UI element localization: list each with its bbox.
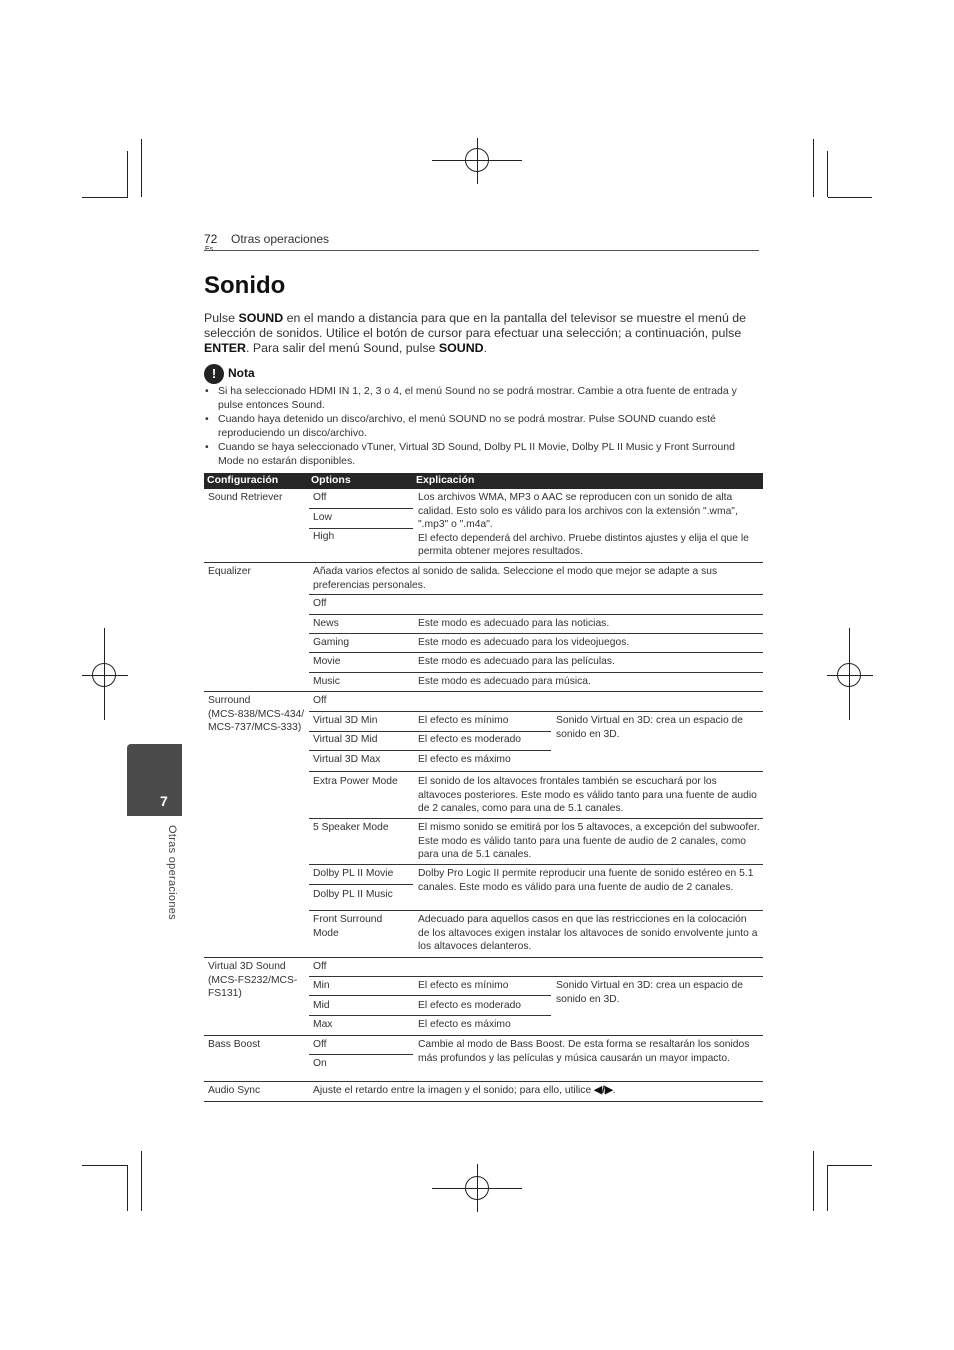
row-rule [204,691,763,692]
intro-paragraph: Pulse SOUND en el mando a distancia para que en la pantalla del televisor se muestre el menú de selección de sonidos. Utilice el botón de cursor para efectuar una selección; a continuación, pulse ENTER. Para salir del menú Sound, pulse SOUND. [204,311,747,356]
eq-explanation: Este modo es adecuado para música. [418,676,591,687]
surround-option: Dolby PL II Music [313,889,393,900]
row-rule [204,1101,763,1102]
surround-option: Front Surround Mode [313,914,383,939]
sound-retriever-explanation: Los archivos WMA, MP3 o AAC se reproducen con un sonido de alta calidad. Esto solo es válido para los archivos con la extensión ".wma", ".mp3" o ".m4a". El efecto dependerá del archivo. Pruebe distintos ajustes y elija el que le permita obtener mejores resultados. [418,492,749,557]
surround-explanation: Dolby Pro Logic II permite reproducir una fuente de sonido estéreo en 5.1 canales. Este modo es válido para una fuente de audio de 2 canales. [418,868,754,893]
bass-explanation: Cambie al modo de Bass Boost. De esta forma se resaltarán los sonidos más profundos y las películas y música causarán un mayor impacto. [418,1039,750,1064]
row-rule [309,910,763,911]
page-title: Sonido [204,272,286,299]
row-rule [204,562,763,563]
row-rule [309,711,763,712]
surround-explanation: El efecto es máximo [418,754,511,765]
row-rule [309,528,413,529]
virtual-3d-note: Sonido Virtual en 3D: crea un espacio de sonido en 3D. [556,715,743,740]
bass-option: On [313,1058,327,1069]
col-config: Configuración [207,474,279,486]
note-item: • Cuando haya detenido un disco/archivo, el menú SOUND no se podrá mostrar. Pulse SOUND cuando esté reproduciendo un disco/archivo. [204,413,764,440]
page-number: 72 [204,232,218,246]
note-item: • Cuando se haya seleccionado vTuner, Virtual 3D Sound, Dolby PL II Movie, Dolby PL II Music y Front Surround Mode no estarán disponibles. [204,441,764,468]
surround-explanation: Adecuado para aquellos casos en que las restricciones en la colocación de los altavoces exigen instalar los altavoces de sonido envolvente junto a los altavoces delanteros. [418,914,758,952]
section-header: Otras operaciones [231,232,330,246]
option-off: Off [313,492,327,503]
virtual3d-option: Max [313,1019,333,1030]
eq-option: Music [313,676,340,687]
row-rule [309,864,763,865]
chapter-number: 7 [160,793,168,809]
note-list [204,385,764,470]
eq-option: News [313,618,339,629]
option-high: High [313,531,335,542]
chapter-label: Otras operaciones [166,825,178,920]
virtual-3d-note: Sonido Virtual en 3D: crea un espacio de sonido en 3D. [556,980,743,1005]
enter-key: ENTER [204,341,246,356]
surround-off: Off [313,695,327,706]
sound-settings-table [204,473,763,1101]
row-rule [309,1054,413,1055]
row-rule [309,614,763,615]
equalizer-intro: Añada varios efectos al sonido de salida. Seleccione el modo que mejor se adapte a sus preferencias personales. [313,566,718,591]
note-item: • Si ha seleccionado HDMI IN 1, 2, 3 o 4, el menú Sound no se podrá mostrar. Cambie a otra fuente de entrada y pulse entonces Sound. [204,385,764,412]
chapter-tab [127,744,182,816]
row-rule [309,731,551,732]
row-rule [309,818,763,819]
row-label-virtual-3d-sound: Virtual 3D Sound (MCS-FS232/MCS- FS131) [208,961,298,999]
eq-option: Off [313,598,327,609]
surround-explanation: El sonido de los altavoces frontales también se escuchará por los altavoces posteriores. Este modo es válido tanto para una fuente de audio de 2 canales, como para una de 5.1 canales. [418,776,757,814]
virtual3d-explanation: El efecto es mínimo [418,980,509,991]
surround-option: Extra Power Mode [313,776,398,787]
surround-option: Virtual 3D Mid [313,734,378,745]
row-rule [309,672,763,673]
row-rule [309,652,763,653]
sound-key: SOUND [438,341,484,356]
row-rule [309,508,413,509]
row-rule [204,957,763,958]
option-low: Low [313,512,332,523]
row-rule [204,1035,763,1036]
row-label-surround: Surround (MCS-838/MCS-434/ MCS-737/MCS-333) [208,695,305,733]
row-rule [204,1081,763,1082]
table-header [204,473,763,489]
virtual3d-off: Off [313,961,327,972]
col-explanation: Explicación [416,474,475,486]
surround-explanation: El efecto es mínimo [418,715,509,726]
row-rule [309,1015,551,1016]
warning-icon: ! [204,364,224,384]
row-rule [309,995,551,996]
row-rule [309,750,551,751]
surround-option: Virtual 3D Max [313,754,381,765]
row-rule [309,771,763,772]
row-rule [309,594,763,595]
surround-option: 5 Speaker Mode [313,822,389,833]
bass-option: Off [313,1039,327,1050]
row-label-audio-sync: Audio Sync [208,1085,261,1096]
virtual3d-option: Min [313,980,330,991]
surround-explanation: El mismo sonido se emitirá por los 5 altavoces, a excepción del subwoofer. Este modo es válido tanto para una fuente de audio de 2 canales, como para una de 5.1 canales. [418,822,760,860]
eq-explanation: Este modo es adecuado para las películas. [418,656,615,667]
virtual3d-explanation: El efecto es máximo [418,1019,511,1030]
row-rule [309,884,413,885]
eq-explanation: Este modo es adecuado para las noticias. [418,618,610,629]
header-rule [204,250,759,251]
col-options: Options [311,474,351,486]
row-label-sound-retriever: Sound Retriever [208,492,283,503]
virtual3d-explanation: El efecto es moderado [418,1000,522,1011]
row-label-bass-boost: Bass Boost [208,1039,261,1050]
sound-key: SOUND [238,311,284,325]
eq-option: Movie [313,656,341,667]
eq-option: Gaming [313,637,350,648]
left-right-arrow-icon: ◀/▶ [594,1085,613,1096]
note-title: Nota [228,366,255,380]
virtual3d-option: Mid [313,1000,330,1011]
row-label-equalizer: Equalizer [208,566,251,577]
surround-option: Dolby PL II Movie [313,868,394,879]
row-rule [309,976,763,977]
eq-explanation: Este modo es adecuado para los videojuegos. [418,637,630,648]
row-rule [309,633,763,634]
audio-sync-explanation: Ajuste el retardo entre la imagen y el sonido; para ello, utilice ◀/▶. [313,1085,616,1096]
surround-explanation: El efecto es moderado [418,734,522,745]
surround-option: Virtual 3D Min [313,715,378,726]
